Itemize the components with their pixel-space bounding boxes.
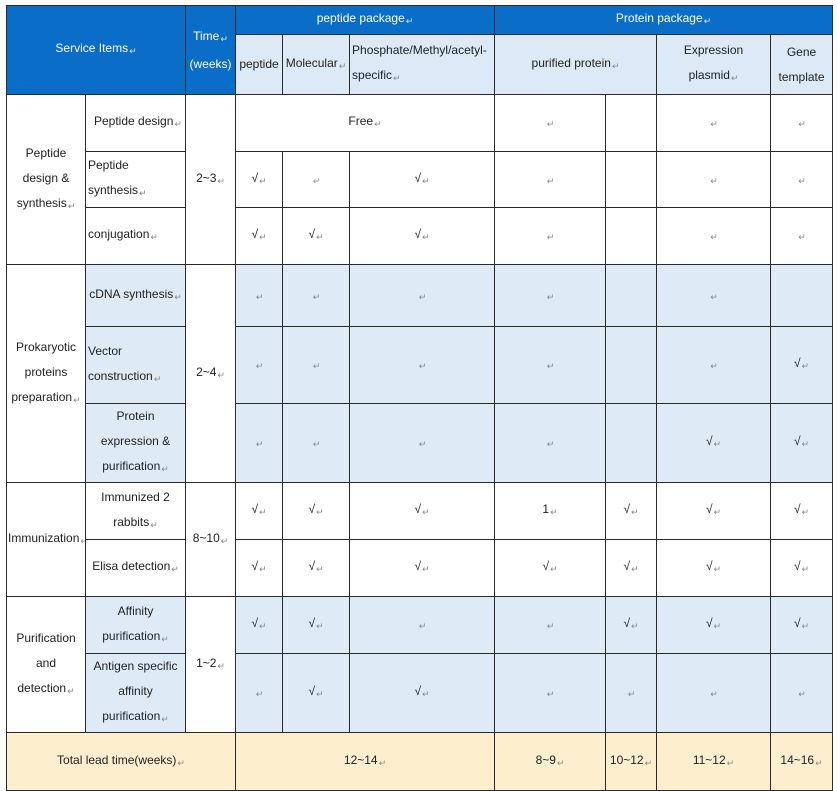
cell: √ ↵ (771, 597, 833, 654)
section-name: Immunization ↵ (7, 483, 86, 597)
cell (236, 327, 283, 404)
cell: √ ↵ (236, 152, 283, 208)
cell (236, 404, 283, 483)
cell: √ ↵ (283, 597, 350, 654)
col-molecular: Molecular ↵ (283, 35, 350, 95)
col-peptide: peptide (236, 35, 283, 95)
cell: √ ↵ (236, 208, 283, 265)
cell (606, 95, 657, 152)
cell: √ ↵ (283, 540, 350, 597)
cell (495, 265, 606, 327)
col-purified-protein: purified protein ↵ (495, 35, 657, 95)
section-time: 1~2 ↵ (186, 597, 236, 733)
cell: √ ↵ (771, 327, 833, 404)
cell (283, 404, 350, 483)
col-gene-template: Gene template (771, 35, 833, 95)
cell: √ ↵ (657, 483, 771, 540)
cell: √ ↵ (771, 483, 833, 540)
total-label: Total lead time(weeks) ↵ (7, 733, 236, 791)
section-time: 2~4 ↵ (186, 265, 236, 483)
cell (657, 152, 771, 208)
cell (771, 654, 833, 733)
row-label: cDNA synthesis ↵ (86, 265, 186, 327)
cell: √ ↵ (495, 540, 606, 597)
cell (606, 152, 657, 208)
row-label: Antigen specific affinity purification ↵ (86, 654, 186, 733)
cell: √ ↵ (236, 483, 283, 540)
cell (495, 404, 606, 483)
cell: √ ↵ (283, 654, 350, 733)
cell (495, 152, 606, 208)
peptide-package-header: peptide package ↵ (236, 6, 495, 35)
section-name: Peptide design & synthesis ↵ (7, 95, 86, 265)
cell: √ ↵ (236, 540, 283, 597)
total-purified-protein: 8~9 ↵ (495, 733, 606, 791)
cell: √ ↵ (236, 597, 283, 654)
time-header: Time ↵ (weeks) (186, 6, 236, 95)
cell: √ ↵ (350, 654, 495, 733)
cell (350, 597, 495, 654)
cell (495, 654, 606, 733)
cell: √ ↵ (283, 208, 350, 265)
cell (657, 95, 771, 152)
section-time: 2~3 ↵ (186, 95, 236, 265)
total-expression-plasmid: 11~12 ↵ (657, 733, 771, 791)
cell (495, 95, 606, 152)
total-gene-template: 14~16 ↵ (771, 733, 833, 791)
cell: √ ↵ (606, 483, 657, 540)
cell (283, 152, 350, 208)
row-label: Elisa detection ↵ (86, 540, 186, 597)
row-label: Peptide design ↵ (86, 95, 186, 152)
cell (606, 654, 657, 733)
protein-package-header: Protein package ↵ (495, 6, 833, 35)
cell: 1 ↵ (495, 483, 606, 540)
cell (350, 404, 495, 483)
col-phosphate: Phosphate/Methyl/acetyl-specific ↵ (350, 35, 495, 95)
cell (657, 654, 771, 733)
cell: √ ↵ (283, 483, 350, 540)
cell (771, 208, 833, 265)
cell: √ ↵ (350, 540, 495, 597)
cell (236, 265, 283, 327)
section-name: Purification and detection ↵ (7, 597, 86, 733)
cell (283, 265, 350, 327)
cell: √ ↵ (350, 208, 495, 265)
cell: √ ↵ (350, 483, 495, 540)
cell (606, 265, 657, 327)
service-items-header: Service Items ↵ (7, 6, 186, 95)
cell (236, 654, 283, 733)
cell: √ ↵ (350, 152, 495, 208)
row-label: Immunized 2 rabbits ↵ (86, 483, 186, 540)
cell (495, 597, 606, 654)
cell (350, 327, 495, 404)
cell (657, 327, 771, 404)
cell: √ ↵ (657, 540, 771, 597)
cell (350, 265, 495, 327)
total-purified-protein-2: 10~12 ↵ (606, 733, 657, 791)
cell (657, 208, 771, 265)
row-label: Affinity purification ↵ (86, 597, 186, 654)
row-label: conjugation ↵ (86, 208, 186, 265)
cell (606, 404, 657, 483)
cell (771, 95, 833, 152)
cell: √ ↵ (657, 404, 771, 483)
cell (495, 208, 606, 265)
col-expression-plasmid: Expression plasmid ↵ (657, 35, 771, 95)
cell: √ ↵ (606, 540, 657, 597)
cell (606, 327, 657, 404)
cell: √ ↵ (771, 404, 833, 483)
service-table (6, 5, 833, 791)
cell: √ ↵ (657, 597, 771, 654)
cell: √ ↵ (606, 597, 657, 654)
cell (495, 327, 606, 404)
cell: √ ↵ (771, 540, 833, 597)
cell (606, 208, 657, 265)
cell (771, 265, 833, 327)
row-label: Protein expression & purification ↵ (86, 404, 186, 483)
free-cell: Free ↵ (236, 95, 495, 152)
section-name: Prokaryotic proteins preparation ↵ (7, 265, 86, 483)
total-peptide: 12~14 ↵ (236, 733, 495, 791)
row-label: Peptide synthesis ↵ (86, 152, 186, 208)
section-time: 8~10 ↵ (186, 483, 236, 597)
row-label: Vector construction ↵ (86, 327, 186, 404)
cell (771, 152, 833, 208)
cell (283, 327, 350, 404)
cell (657, 265, 771, 327)
